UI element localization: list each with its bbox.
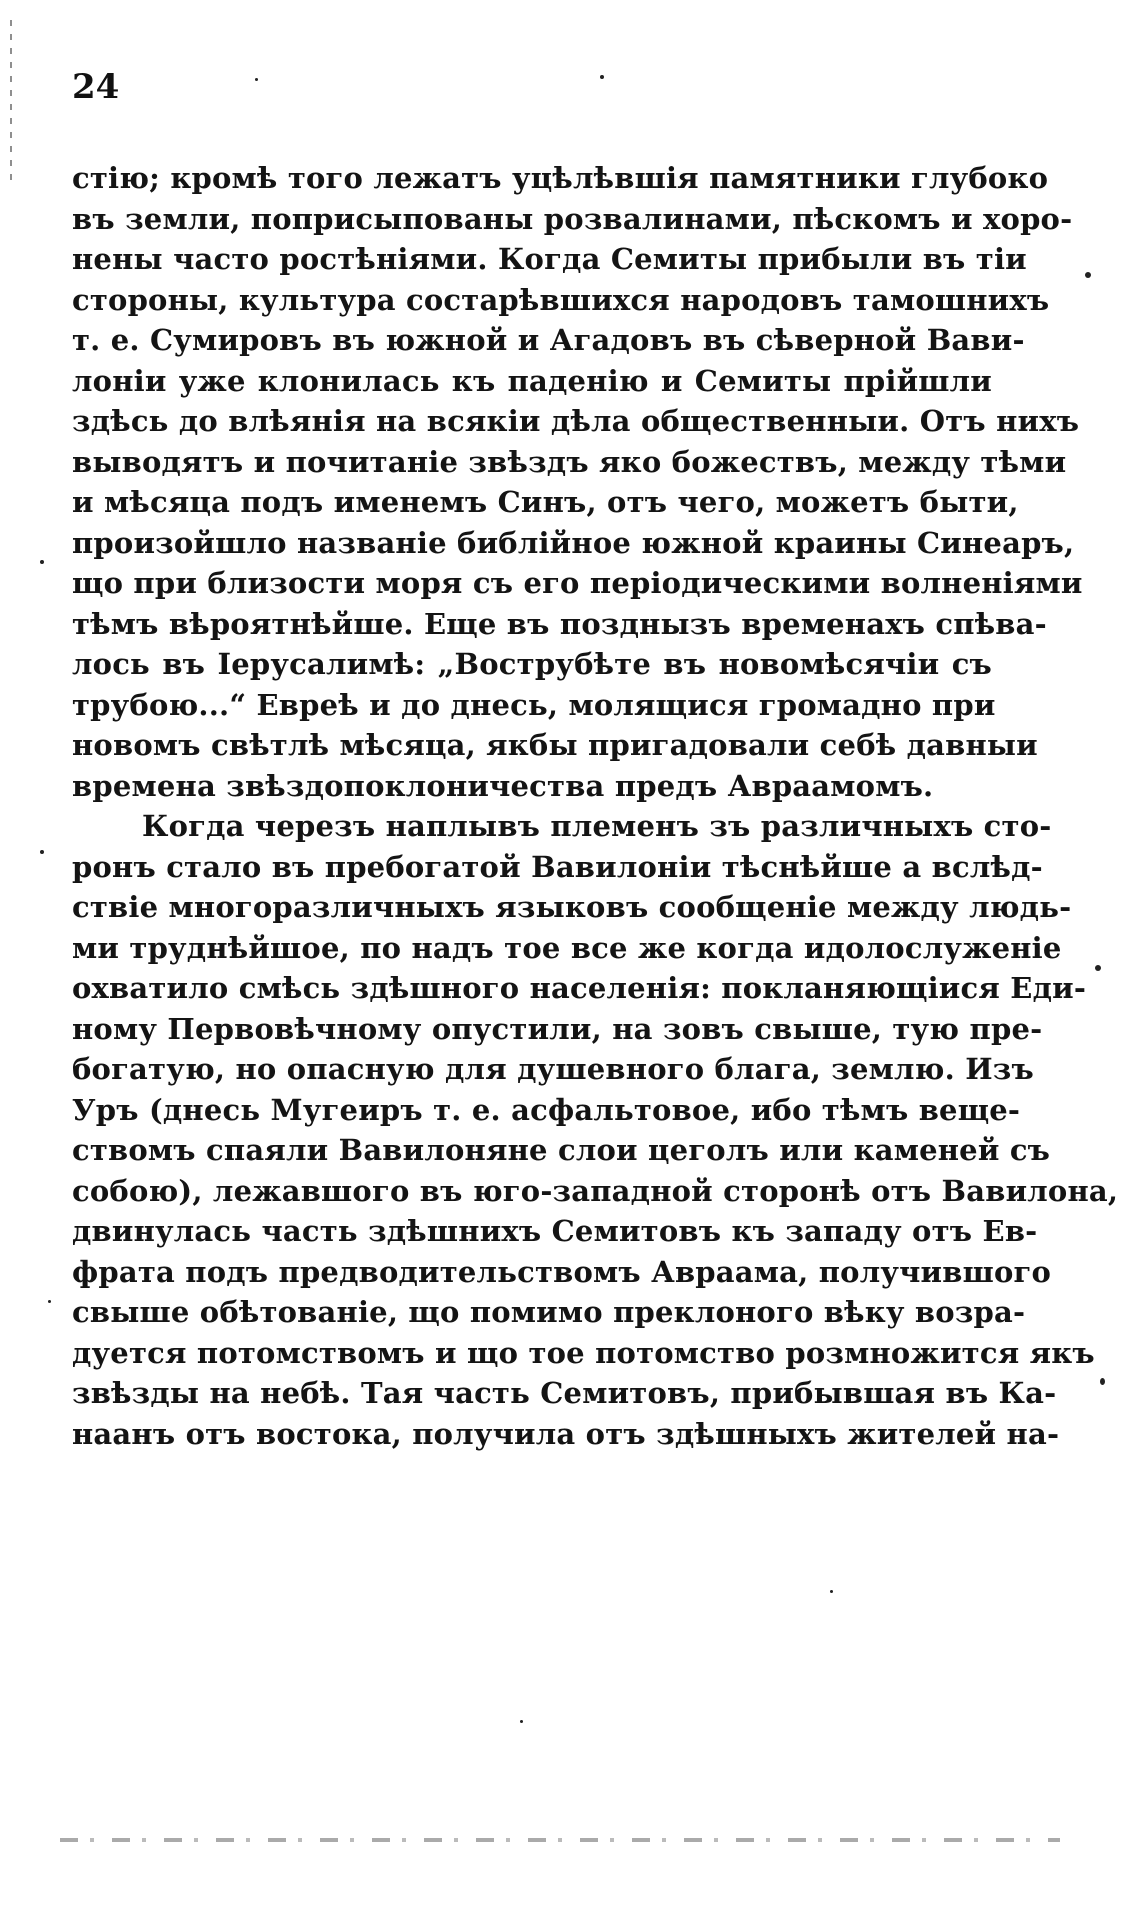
text-line: произойшло названіе библійное южной краины Синеаръ, — [72, 525, 1075, 560]
text-line: що при близости моря съ его періодическими волненіями — [72, 566, 1083, 600]
text-line: въ земли, поприсыпованы розвалинами, пѣскомъ и хоро- — [72, 201, 1073, 236]
body-text — [72, 158, 1119, 1454]
text-line: дуется потомствомъ и що тое потомство розмножится якъ — [72, 1335, 1095, 1370]
scan-bottom-smudge — [60, 1838, 1060, 1842]
text-line: трубою...“ Евреѣ и до днесь, молящися громадно при — [72, 687, 996, 722]
text-line: звѣзды на небѣ. Тая часть Семитовъ, прибывшая въ Ка- — [72, 1376, 1057, 1410]
paragraph-start-line: Когда черезъ наплывъ племенъ зъ различныхъ сто- — [142, 809, 1052, 843]
scan-speck — [830, 1590, 833, 1593]
text-line: собою), лежавшого въ юго-западной сторонѣ отъ Вавилона, — [72, 1173, 1119, 1208]
text-line: лось въ Іерусалимѣ: „Вострубѣте въ новомѣсячіи съ — [72, 647, 992, 681]
scan-edge-mark — [10, 20, 12, 180]
text-line: новомъ свѣтлѣ мѣсяца, якбы пригадовали себѣ давныи — [72, 728, 1038, 762]
text-line: богатую, но опасную для душевного блага, землю. Изъ — [72, 1052, 1034, 1086]
text-line: ствомъ спаяли Вавилоняне слои цеголъ или каменей съ — [72, 1133, 1051, 1167]
text-line: двинулась часть здѣшнихъ Семитовъ къ западу отъ Ев- — [72, 1214, 1038, 1248]
scan-speck — [40, 560, 44, 564]
text-line: Уръ (днесь Мугеиръ т. е. асфальтовое, ибо тѣмъ веще- — [72, 1092, 1021, 1127]
scan-speck — [1100, 1378, 1105, 1385]
text-line: свыше обѣтованіе, що помимо преклоного вѣку возра- — [72, 1295, 1026, 1329]
text-line: ному Первовѣчному опустили, на зовъ свыше, тую пре- — [72, 1011, 1043, 1046]
text-line: и мѣсяца подъ именемъ Синъ, отъ чего, можетъ быти, — [72, 485, 1019, 519]
text-line: т. е. Сумировъ въ южной и Агадовъ въ сѣверной Вави- — [72, 323, 1025, 357]
text-line: наанъ отъ востока, получила отъ здѣшныхъ жителей на- — [72, 1416, 1060, 1451]
scan-speck — [255, 78, 258, 81]
text-line: выводятъ и почитаніе звѣздъ яко божествъ, между тѣми — [72, 444, 1067, 479]
text-line: фрата подъ предводительствомъ Авраама, получившого — [72, 1254, 1052, 1289]
text-line: стороны, культура состарѣвшихся народовъ тамошнихъ — [72, 282, 1050, 317]
text-line: ми труднѣйшое, по надъ тое все же когда идолослуженіе — [72, 930, 1062, 965]
text-line: здѣсь до влѣянія на всякіи дѣла общественныи. Отъ нихъ — [72, 404, 1080, 438]
scan-speck — [1085, 272, 1091, 278]
text-line: стію; кромѣ того лежатъ уцѣлѣвшія памятники глубоко — [72, 161, 1049, 195]
text-line: ствіе многоразличныхъ языковъ сообщеніе между людь- — [72, 890, 1072, 924]
page-number: 24 — [72, 67, 120, 107]
scan-speck — [600, 75, 604, 79]
scan-speck — [1095, 965, 1101, 971]
scan-speck — [40, 850, 44, 854]
text-line: тѣмъ вѣроятнѣйше. Еще въ позднызъ временахъ спѣва- — [72, 606, 1047, 641]
text-line: лоніи уже клонилась къ паденію и Семиты прійшли — [72, 363, 992, 398]
scan-speck — [48, 1300, 51, 1303]
text-line: ронъ стало въ пребогатой Вавилоніи тѣснѣйше а вслѣд- — [72, 849, 1043, 884]
paragraph-end-line: времена звѣздопоклоничества предъ Авраамомъ. — [72, 768, 934, 803]
text-line: нены часто ростѣніями. Когда Семиты прибыли въ тіи — [72, 242, 1027, 276]
scan-speck — [520, 1720, 523, 1723]
text-line: охватило смѣсь здѣшного населенія: покланяющіися Еди- — [72, 971, 1087, 1005]
